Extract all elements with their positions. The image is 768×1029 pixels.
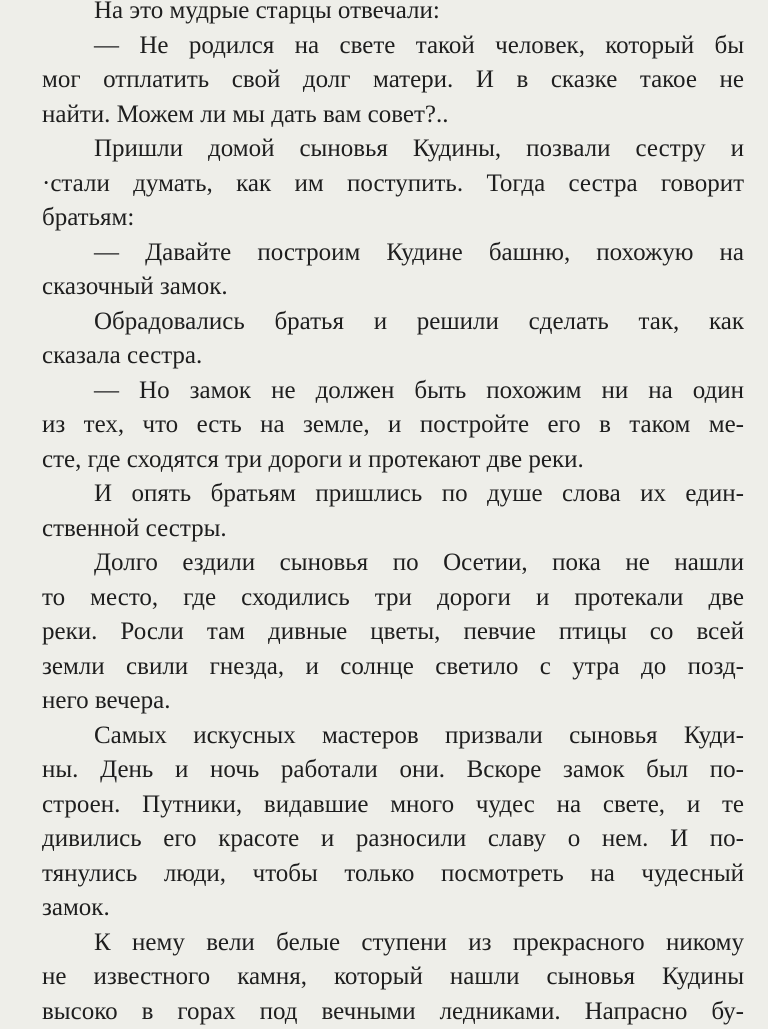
text-line: замок. <box>42 891 744 926</box>
text-line: высоко в горах под вечными ледниками. Напрасно бу- <box>42 995 744 1029</box>
text-line: не известного камня, который нашли сыновья Кудины <box>42 960 744 995</box>
text-line: тянулись люди, чтобы только посмотреть на чудесный <box>42 857 744 892</box>
text-line: сказала сестра. <box>42 339 744 374</box>
text-line: ны. День и ночь работали они. Вскоре замок был по- <box>42 753 744 788</box>
text-line: из тех, что есть на земле, и постройте его в таком ме- <box>42 408 744 443</box>
text-line: земли свили гнезда, и солнце светило с утра до позд- <box>42 650 744 685</box>
text-line: строен. Путники, видавшие много чудес на свете, и те <box>42 788 744 823</box>
text-line: Самых искусных мастеров призвали сыновья Куди- <box>42 719 744 754</box>
text-line: — Но замок не должен быть похожим ни на один <box>42 374 744 409</box>
text-line: мог отплатить свой долг матери. И в сказке такое не <box>42 63 744 98</box>
text-line: — Не родился на свете такой человек, который бы <box>42 29 744 64</box>
text-line: Пришли домой сыновья Кудины, позвали сестру и <box>42 132 744 167</box>
text-line: реки. Росли там дивные цветы, певчие птицы со всей <box>42 615 744 650</box>
text-line: братьям: <box>42 201 744 236</box>
text-line: ·стали думать, как им поступить. Тогда сестра говорит <box>42 167 744 202</box>
text-line: то место, где сходились три дороги и протекали две <box>42 581 744 616</box>
text-line: дивились его красоте и разносили славу о нем. И по- <box>42 822 744 857</box>
text-line: И опять братьям пришлись по душе слова их един- <box>42 477 744 512</box>
text-line: Обрадовались братья и решили сделать так, как <box>42 305 744 340</box>
text-line: найти. Можем ли мы дать вам совет?.. <box>42 98 744 133</box>
text-line: ственной сестры. <box>42 512 744 547</box>
text-line: — Давайте построим Кудине башню, похожую на <box>42 236 744 271</box>
text-line: него вечера. <box>42 684 744 719</box>
text-line: К нему вели белые ступени из прекрасного никому <box>42 926 744 961</box>
body-text <box>42 0 744 1029</box>
text-line: Долго ездили сыновья по Осетии, пока не нашли <box>42 546 744 581</box>
text-line: сте, где сходятся три дороги и протекают две реки. <box>42 443 744 478</box>
text-line: сказочный замок. <box>42 270 744 305</box>
text-line: На это мудрые старцы отвечали: <box>42 0 744 29</box>
